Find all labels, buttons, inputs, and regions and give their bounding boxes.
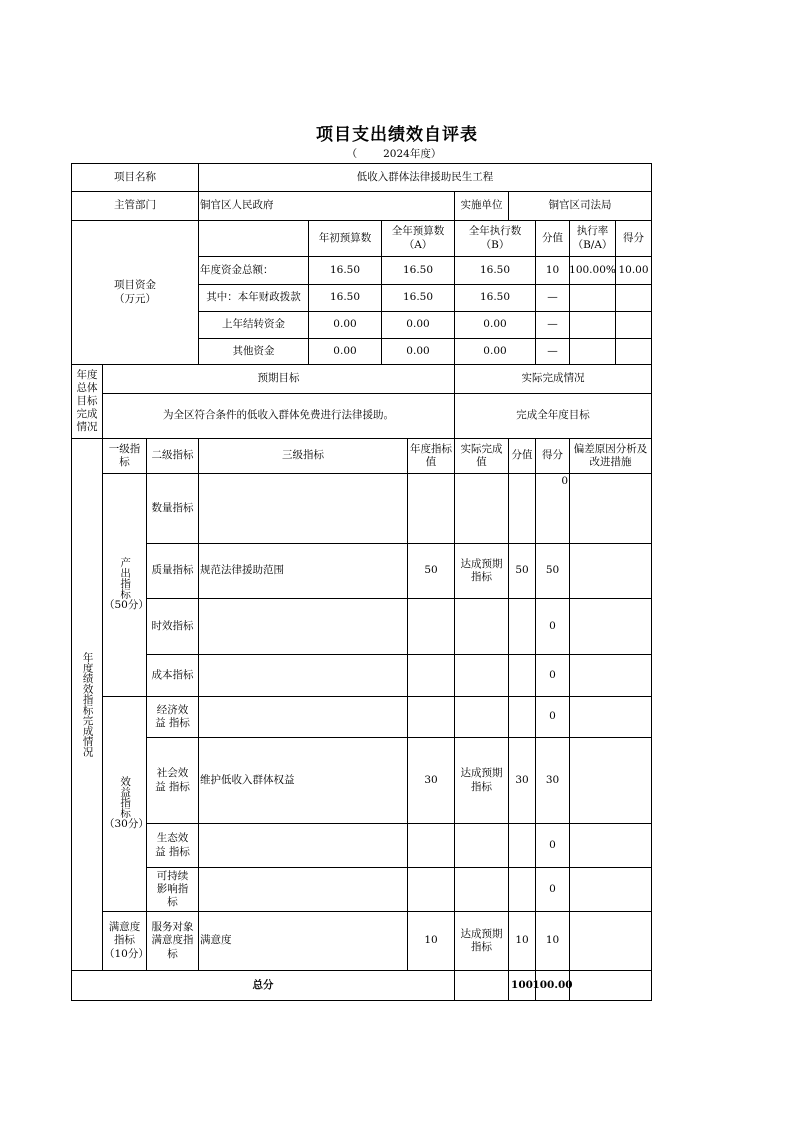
ind-score: 0	[535, 473, 570, 544]
ind-target	[407, 823, 455, 868]
ind-level2: 服务对象满意度指标	[146, 911, 199, 971]
funds-row-initial: 16.50	[308, 256, 382, 285]
output-level1-cell	[102, 473, 147, 697]
dept-value: 铜官区人民政府	[198, 191, 455, 221]
ind-target	[407, 473, 455, 544]
funds-row-label: 其中：本年财政拨款	[198, 284, 309, 312]
ind-level3	[198, 654, 408, 697]
ind-actual	[454, 598, 509, 655]
ind-target	[407, 598, 455, 655]
ind-reason	[569, 823, 652, 868]
ind-weight	[508, 598, 536, 655]
funds-row-score	[615, 338, 652, 365]
ind-reason	[569, 911, 652, 971]
ind-actual	[454, 867, 509, 912]
ind-target: 50	[407, 543, 455, 599]
goals-actual: 完成全年度目标	[454, 393, 652, 439]
ind-weight: 50	[508, 543, 536, 599]
ind-score: 0	[535, 823, 570, 868]
funds-row-executed: 0.00	[454, 338, 536, 365]
funds-row-weight: —	[535, 284, 570, 312]
dept-label: 主管部门	[71, 191, 199, 221]
ind-weight	[508, 654, 536, 697]
funds-row-full-budget: 0.00	[381, 338, 455, 365]
ind-reason	[569, 737, 652, 824]
ind-header-reason: 偏差原因分析及 改进措施	[569, 438, 652, 474]
satisfaction-level1-cell	[102, 911, 147, 971]
ind-score: 0	[535, 867, 570, 912]
indicators-section-label: 年度绩效指标完成情况	[81, 652, 94, 757]
ind-level2: 质量指标	[146, 543, 199, 599]
ind-header-level3: 三级指标	[198, 438, 408, 474]
funds-row-score	[615, 284, 652, 312]
funds-header-full-budget-text: 全年预算数	[391, 225, 445, 238]
funds-row-rate	[569, 311, 616, 339]
funds-header-executed-sub: （B）	[480, 238, 510, 251]
funds-row-full-budget: 0.00	[381, 311, 455, 339]
ind-header-level2: 二级指标	[146, 438, 199, 474]
page-title: 项目支出绩效自评表	[316, 125, 478, 145]
output-label: 产出指标	[119, 557, 132, 600]
ind-level2: 数量指标	[146, 473, 199, 544]
ind-weight	[508, 867, 536, 912]
funds-row-label: 上年结转资金	[198, 311, 309, 339]
goals-expected: 为全区符合条件的低收入群体免费进行法律援助。	[102, 393, 455, 439]
funds-header-executed	[454, 220, 536, 257]
ind-reason	[569, 543, 652, 599]
ind-level3: 维护低收入群体权益	[198, 737, 408, 824]
benefit-level1-cell	[102, 696, 147, 912]
output-points: （50分）	[104, 599, 149, 612]
ind-actual: 达成预期指标	[454, 911, 509, 971]
ind-reason	[569, 473, 652, 544]
impl-label: 实施单位	[454, 191, 509, 221]
funds-label-cell	[71, 220, 199, 365]
ind-score: 0	[535, 598, 570, 655]
ind-actual	[454, 654, 509, 697]
ind-score: 10	[535, 911, 570, 971]
ind-score: 0	[535, 654, 570, 697]
year-label: 2024年度）	[383, 148, 442, 160]
indicators-section-cell	[71, 438, 103, 971]
ind-target	[407, 696, 455, 738]
funds-row-rate: 100.00%	[569, 256, 616, 285]
ind-level3	[198, 823, 408, 868]
ind-reason	[569, 654, 652, 697]
ind-weight	[508, 823, 536, 868]
funds-header-score: 得分	[615, 220, 652, 257]
funds-row-rate	[569, 338, 616, 365]
ind-level3	[198, 867, 408, 912]
funds-row-initial: 0.00	[308, 338, 382, 365]
funds-row-full-budget: 16.50	[381, 284, 455, 312]
ind-level2: 成本指标	[146, 654, 199, 697]
goals-expected-header: 预期目标	[102, 364, 455, 394]
ind-target	[407, 867, 455, 912]
funds-header-rate	[569, 220, 616, 257]
funds-row-weight: —	[535, 338, 570, 365]
ind-header-target: 年度指标值	[407, 438, 455, 474]
goals-section-label: 年度总体目标完成情况	[71, 364, 103, 439]
ind-level3	[198, 696, 408, 738]
ind-level2: 时效指标	[146, 598, 199, 655]
ind-weight: 10	[508, 911, 536, 971]
ind-level3: 满意度	[198, 911, 408, 971]
total-reason-blank	[569, 970, 652, 1001]
ind-weight	[508, 473, 536, 544]
funds-row-weight: 10	[535, 256, 570, 285]
ind-actual: 达成预期指标	[454, 543, 509, 599]
ind-score: 50	[535, 543, 570, 599]
ind-header-actual: 实际完成值	[454, 438, 509, 474]
funds-row-weight: —	[535, 311, 570, 339]
ind-reason	[569, 598, 652, 655]
ind-score: 0	[535, 696, 570, 738]
ind-target: 30	[407, 737, 455, 824]
funds-row-initial: 16.50	[308, 284, 382, 312]
ind-level2: 可持续影响指标	[146, 867, 199, 912]
ind-weight: 30	[508, 737, 536, 824]
funds-row-initial: 0.00	[308, 311, 382, 339]
funds-row-full-budget: 16.50	[381, 256, 455, 285]
funds-header-rate-text: 执行率	[576, 225, 609, 238]
funds-header-blank	[198, 220, 309, 257]
ind-reason	[569, 867, 652, 912]
funds-row-label: 年度资金总额：	[198, 256, 309, 285]
ind-level3	[198, 598, 408, 655]
funds-row-score: 10.00	[615, 256, 652, 285]
satisfaction-points: （10分）	[104, 947, 149, 960]
project-name-label: 项目名称	[71, 163, 199, 192]
funds-header-executed-text: 全年执行数	[468, 225, 522, 238]
ind-actual	[454, 696, 509, 738]
ind-level2: 经济效益 指标	[146, 696, 199, 738]
funds-row-executed: 0.00	[454, 311, 536, 339]
ind-header-level1: 一级指标	[102, 438, 147, 474]
ind-score: 30	[535, 737, 570, 824]
funds-row-executed: 16.50	[454, 256, 536, 285]
benefit-label: 效益指标	[119, 776, 132, 819]
total-weight: 100	[508, 970, 536, 1001]
ind-target: 10	[407, 911, 455, 971]
year-open: （	[346, 148, 358, 160]
ind-level3	[198, 473, 408, 544]
funds-row-rate	[569, 284, 616, 312]
ind-actual	[454, 823, 509, 868]
funds-unit: （万元）	[114, 292, 156, 305]
funds-label: 项目资金	[114, 279, 156, 292]
ind-reason	[569, 696, 652, 738]
funds-row-executed: 16.50	[454, 284, 536, 312]
ind-level3: 规范法律援助范围	[198, 543, 408, 599]
funds-row-score	[615, 311, 652, 339]
funds-header-weight: 分值	[535, 220, 570, 257]
ind-actual	[454, 473, 509, 544]
funds-header-full-budget-sub: （A）	[403, 238, 433, 251]
impl-value: 铜官区司法局	[508, 191, 652, 221]
goals-actual-header: 实际完成情况	[454, 364, 652, 394]
ind-header-weight: 分值	[508, 438, 536, 474]
total-score: 100.00	[535, 970, 570, 1001]
total-label: 总分	[71, 970, 455, 1001]
funds-header-initial: 年初预算数	[308, 220, 382, 257]
ind-target	[407, 654, 455, 697]
benefit-points: （30分）	[104, 818, 149, 831]
ind-header-score: 得分	[535, 438, 570, 474]
satisfaction-label: 满意度指标	[108, 921, 141, 947]
funds-row-label: 其他资金	[198, 338, 309, 365]
ind-actual: 达成预期指标	[454, 737, 509, 824]
ind-level2: 社会效益 指标	[146, 737, 199, 824]
ind-level2: 生态效益 指标	[146, 823, 199, 868]
ind-weight	[508, 696, 536, 738]
total-blank	[454, 970, 509, 1001]
project-name-value: 低收入群体法律援助民生工程	[198, 163, 652, 192]
funds-header-full-budget	[381, 220, 455, 257]
funds-header-rate-sub: （B/A）	[572, 238, 613, 251]
year-subtitle	[0, 146, 794, 161]
